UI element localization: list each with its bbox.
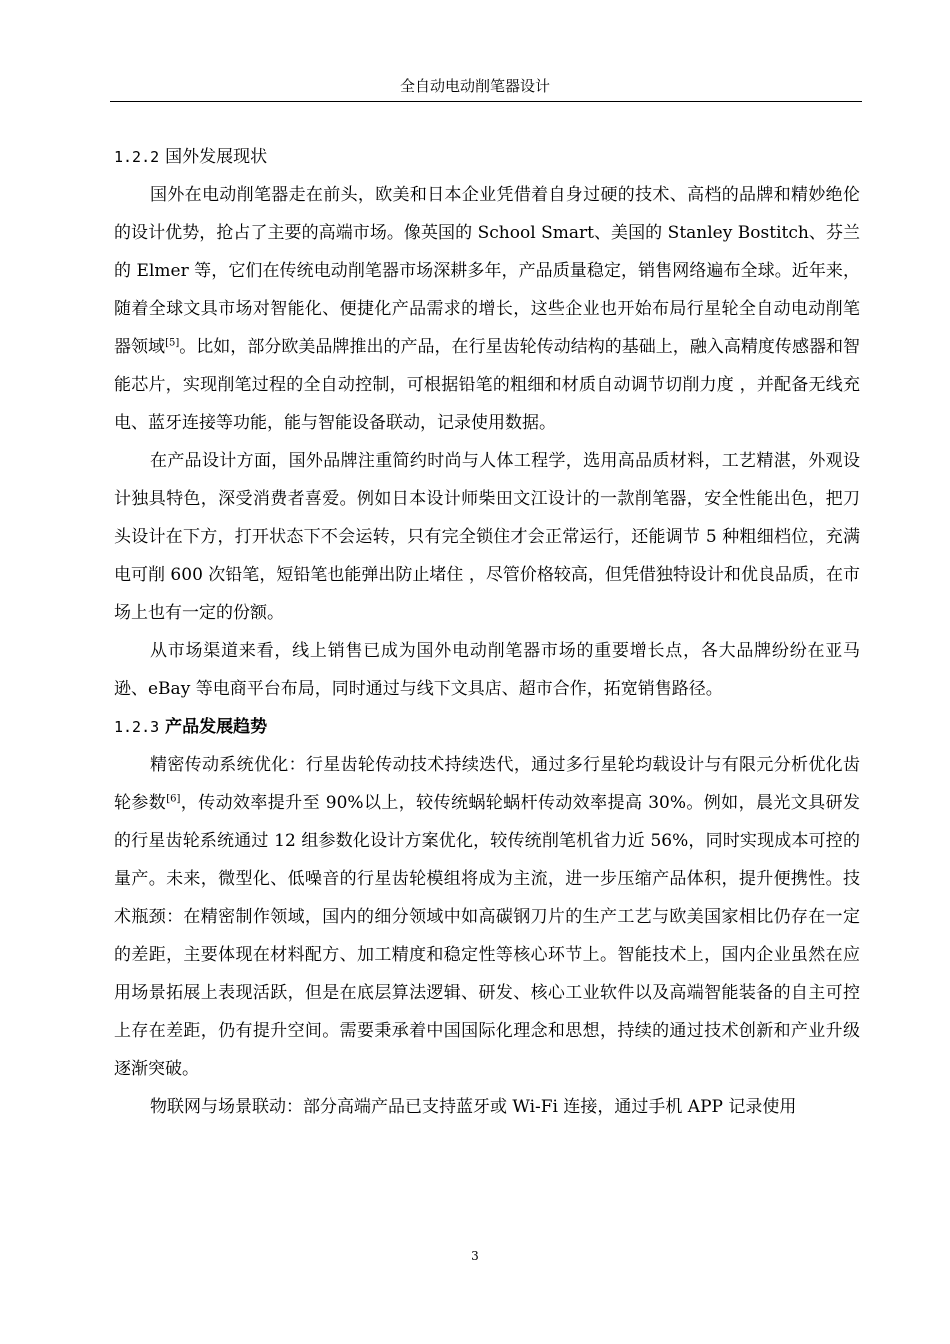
paragraph: 国外在电动削笔器走在前头，欧美和日本企业凭借着自身过硬的技术、高档的品牌和精妙绝伦的设计优势，抢占了主要的高端市场。像英国的 School Smart、美国的 Stanley Bostitch、芬兰的 Elmer 等，它们在传统电动削笔器市场深耕多年，产品质量稳定，销售网络遍布全球。近年来，随着全球文具市场对智能化、便捷化产品需求的增长，这些企业也开始布局行星轮全自动电动削笔器领域[5]。比如，部分欧美品牌推出的产品，在行星齿轮传动结构的基础上，融入高精度传感器和智能芯片，实现削笔过程的全自动控制，可根据铅笔的粗细和材质自动调节切削力度 ，并配备无线充电、蓝牙连接等功能，能与智能设备联动，记录使用数据。 — [114, 185, 861, 433]
citation-ref: [5] — [165, 337, 180, 349]
paragraph: 从市场渠道来看，线上销售已成为国外电动削笔器市场的重要增长点，各大品牌纷纷在亚马逊、eBay 等电商平台布局，同时通过与线下文具店、超市合作，拓宽销售路径。 — [114, 641, 860, 699]
section-heading-1-2-2 — [114, 138, 860, 176]
paragraph: 在产品设计方面，国外品牌注重简约时尚与人体工程学，选用高品质材料，工艺精湛，外观设计独具特色，深受消费者喜爱。例如日本设计师柴田文江设计的一款削笔器，安全性能出色，把刀头设计在下方，打开状态下不会运转，只有完全锁住才会正常运行，还能调节 5 种粗细档位，充满电可削 600 次铅笔，短铅笔也能弹出防止堵住 ，尽管价格较高，但凭借独特设计和优良品质，在市场上也有一定的份额。 — [114, 451, 860, 623]
section-heading-1-2-3 — [114, 708, 860, 746]
running-header-title: 全自动电动削笔器设计 — [399, 77, 550, 95]
page-body — [114, 138, 860, 1126]
section-number: 1.2.3 — [114, 718, 160, 736]
section-number: 1.2.2 — [114, 148, 160, 166]
page-number: 3 — [471, 1249, 479, 1263]
paragraph: 物联网与场景联动：部分高端产品已支持蓝牙或 Wi-Fi 连接，通过手机 APP 记录使用 — [150, 1097, 797, 1117]
paragraph: 精密传动系统优化：行星齿轮传动技术持续迭代，通过多行星轮均载设计与有限元分析优化齿轮参数[6]，传动效率提升至 90%以上，较传统蜗轮蜗杆传动效率提高 30%。例如，晨光文具研发的行星齿轮系统通过 12 组参数化设计方案优化，较传统削笔机省力近 56%，同时实现成本可控的量产。未来，微型化、低噪音的行星齿轮模组将成为主流，进一步压缩产品体积，提升便携性。技术瓶颈：在精密制作领域，国内的细分领域中如高碳钢刀片的生产工艺与欧美国家相比仍存在一定的差距，主要体现在材料配方、加工精度和稳定性等核心环节上。智能技术上，国内企业虽然在应用场景拓展上表现活跃，但是在底层算法逻辑、研发、核心工业软件以及高端智能装备的自主可控上存在差距，仍有提升空间。需要秉承着中国国际化理念和思想，持续的通过技术创新和产业升级逐渐突破。 — [114, 755, 860, 1079]
citation-ref: [6] — [166, 793, 181, 805]
section-title: 产品发展趋势 — [165, 717, 268, 737]
header-divider — [110, 101, 862, 102]
section-title: 国外发展现状 — [165, 147, 268, 167]
